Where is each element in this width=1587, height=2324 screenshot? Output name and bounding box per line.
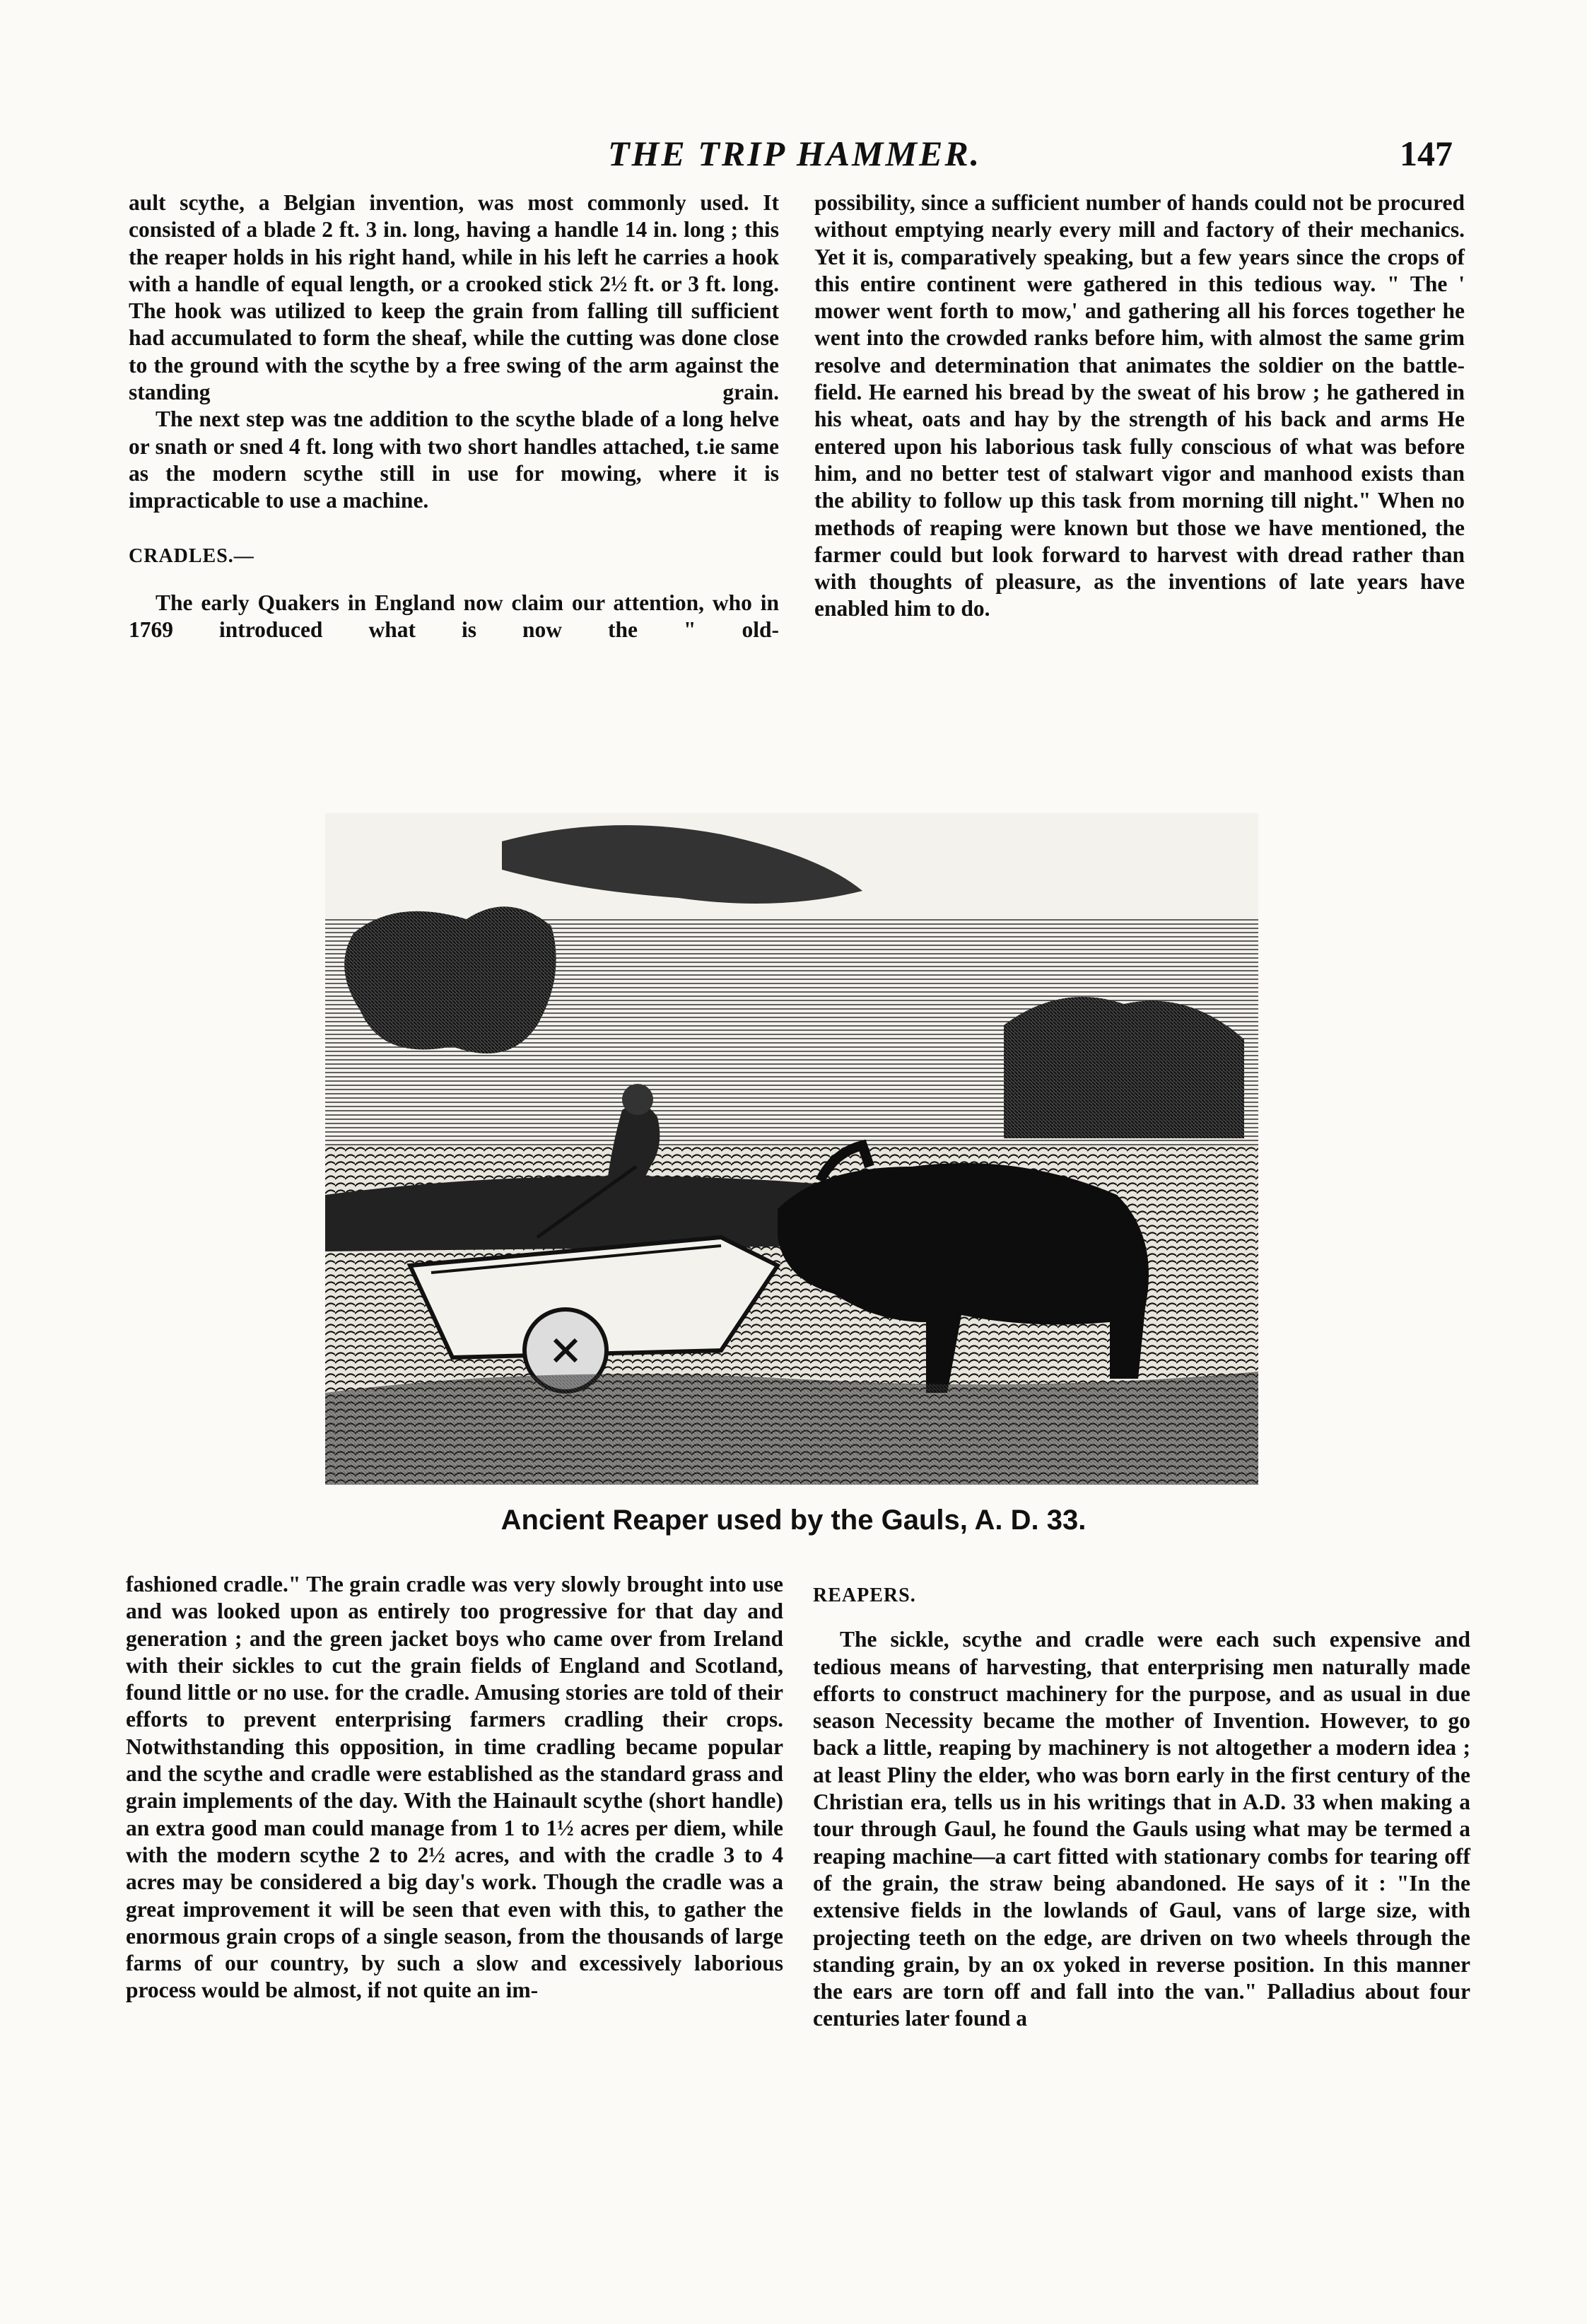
running-title: THE TRIP HAMMER. xyxy=(608,134,982,173)
figure-caption: Ancient Reaper used by the Gauls, A. D. 33. xyxy=(500,1505,1087,1536)
paragraph-mower: possibility, since a sufficient number of hands could not be procured without emptying nearly every mill and factory of their mechanics. Yet it is, comparatively speaking, but a few years since the crops of this entire continent were gathered in this tedious way. " The ' mower went forth to mow,' and gathering all his forces together he went into the crowded ranks before him, with almost the same grim resolve and determination that animates the soldier on the battle-field. He earned his bread by the sweat of his brow ; he gathered in his wheat, oats and hay by the strength of his back and arms He entered upon his laborious task fully conscious of what was before him, and no better test of stalwart vigor and manhood exists than the ability to follow up this task from morning till night." When no methods of reaping were known but those we have mentioned, the farmer could but look forward to harvest with dread rather than with thoughts of pleasure, as the inventions of late years have enabled him to do. xyxy=(814,190,1465,621)
top-left-column xyxy=(129,189,779,643)
reaper-illustration xyxy=(325,813,1258,1485)
ancient-reaper-engraving xyxy=(325,813,1258,1485)
page-number: 147 xyxy=(1400,134,1453,173)
paragraph-reapers: The sickle, scythe and cradle were each such expensive and tedious means of harvesting, that enterprising men naturally made efforts to construct machinery for the purpose, and as usual in due season Necessity became the mother of Invention. However, to go back a little, reaping by machinery is not altogether a modern idea ; at least Pliny the elder, who was born early in the first century of the Christian era, tells us in his writings that in A.D. 33 when making a tour through Gaul, he found the Gauls using what may be termed a reaping machine—a cart fitted with stationary combs for tearing off of the grain, the straw being abandoned. He says of it : "In the extensive fields in the lowlands of Gaul, vans of large size, with projecting teeth on the edge, are driven on two wheels through the standing grain, by an ox yoked in reverse position. In this manner the ears are torn off and fall into the van." Palladius about four centuries later found a xyxy=(813,1627,1470,2031)
paragraph-hainault-scythe: ault scythe, a Belgian invention, was most commonly used. It consisted of a blade 2 ft. 3 in. long, having a handle 14 in. long ; this the reaper holds in his right hand, while in his left he carries a hook with a handle of equal length, or a crooked stick 2½ ft. or 3 ft. long. The hook was utilized to keep the grain from falling till sufficient had accumulated to form the sheaf, while the cutting was done close to the ground with the scythe by a free swing of the arm against the standing grain. xyxy=(129,190,779,405)
top-right-column xyxy=(814,189,1465,623)
bottom-left-column xyxy=(126,1571,783,2004)
paragraph-grain-cradle: fashioned cradle." The grain cradle was very slowly brought into use and was looked upon as entirely too progressive for that day and generation ; and the green jacket boys who came over from Ireland with their sickles to cut the grain fields of England and Scotland, found little or no use. for the cradle. Amusing stories are told of their efforts to prevent enterprising farmers cradling their crops. Notwithstanding this opposition, in time cradling became popular and the scythe and cradle were established as the standard grass and grain implements of the day. With the Hainault scythe (short handle) an extra good man could manage from 1 to 1½ acres per diem, while with the modern scythe 2 to 2½ acres, and with the cradle 3 to 4 acres may be considered a big day's work. Though the cradle was a great improvement it will be seen that even with this, to gather the enormous grain crops of a single season, from the thousands of large farms of our country, by such a slow and excessively laborious process would be almost, if not quite an im- xyxy=(126,1572,783,2003)
bottom-right-column xyxy=(813,1571,1470,2033)
paragraph-scythe-blade: The next step was tne addition to the scythe blade of a long helve or snath or sned 4 ft. long with two short handles attached, t.ie same as the modern scythe still in use for mowing, where it is impracticable to use a machine. xyxy=(129,407,779,513)
section-heading-cradles: CRADLES.— xyxy=(129,544,254,567)
running-header xyxy=(0,133,1587,182)
paragraph-quakers: The early Quakers in England now claim our attention, who in 1769 introduced what is now the " old- xyxy=(129,590,779,643)
section-heading-reapers: REAPERS. xyxy=(813,1584,916,1606)
